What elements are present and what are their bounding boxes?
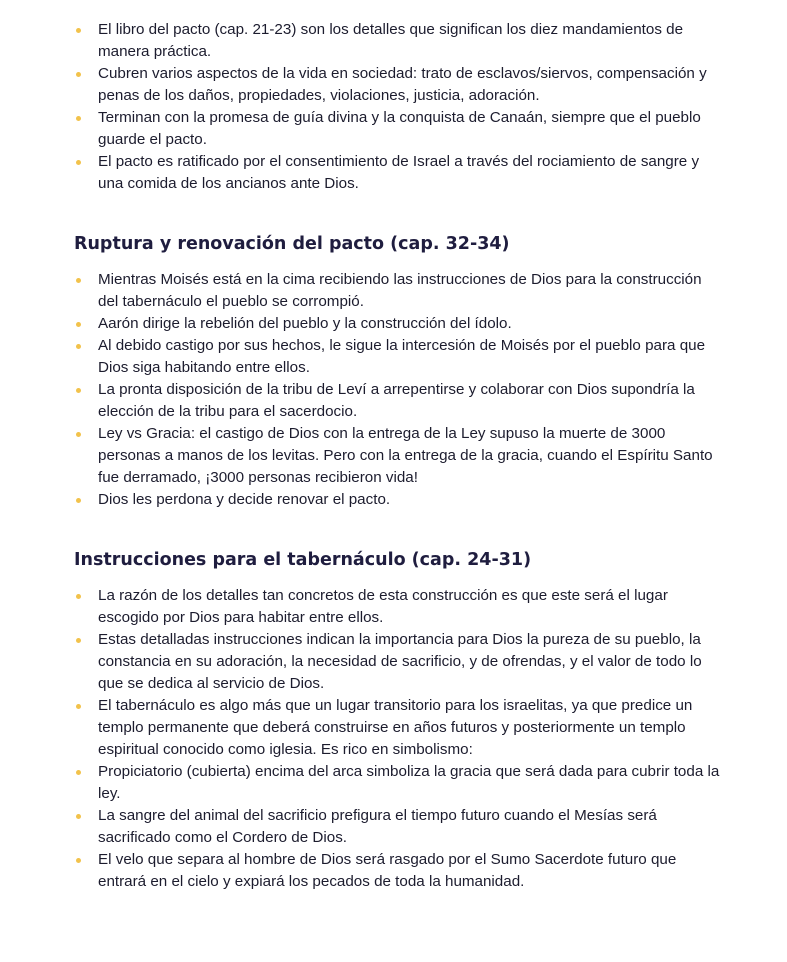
list-item: [74, 761, 724, 805]
list-item: [74, 695, 724, 761]
list-item: [74, 313, 724, 335]
list-item-text: El pacto es ratificado por el consentimiento de Israel a través del rociamiento de sangre y una comida de los ancianos ante Dios.: [98, 153, 700, 192]
list-item: [74, 489, 724, 511]
instrucciones-bullet-list: [74, 585, 724, 893]
list-item: [74, 269, 724, 313]
bullet-dot-icon: [76, 858, 81, 863]
list-item-text: Terminan con la promesa de guía divina y la conquista de Canaán, siempre que el pueblo guarde el pacto.: [98, 109, 701, 148]
bullet-dot-icon: [76, 704, 81, 709]
list-item: [74, 379, 724, 423]
bullet-dot-icon: [76, 116, 81, 121]
list-item: [74, 629, 724, 695]
list-item-text: El velo que separa al hombre de Dios será rasgado por el Sumo Sacerdote futuro que entrará en el cielo y expiará los pecados de toda la humanidad.: [98, 851, 677, 890]
bullet-dot-icon: [76, 160, 81, 165]
list-item: [74, 335, 724, 379]
list-item: [74, 423, 724, 489]
bullet-dot-icon: [76, 770, 81, 775]
section-heading-ruptura: Ruptura y renovación del pacto (cap. 32-34): [74, 234, 510, 254]
list-item: [74, 19, 724, 63]
bullet-dot-icon: [76, 278, 81, 283]
list-item-text: Dios les perdona y decide renovar el pacto.: [98, 491, 391, 508]
list-item-text: Mientras Moisés está en la cima recibiendo las instrucciones de Dios para la construcción del tabernáculo el pueblo se corrompió.: [98, 271, 702, 310]
bullet-dot-icon: [76, 814, 81, 819]
list-item-text: Propiciatorio (cubierta) encima del arca simboliza la gracia que será dada para cubrir toda la ley.: [98, 763, 720, 802]
list-item-text: El tabernáculo es algo más que un lugar transitorio para los israelitas, ya que predice un templo permanente que deberá construirse en años futuros y posteriormente un templo espiritual conocido como iglesia. Es rico en simbolismo:: [98, 697, 693, 758]
list-item-text: Aarón dirige la rebelión del pueblo y la construcción del ídolo.: [98, 315, 512, 332]
list-item-text: El libro del pacto (cap. 21-23) son los detalles que significan los diez mandamientos de manera práctica.: [98, 21, 684, 60]
bullet-dot-icon: [76, 28, 81, 33]
list-item: [74, 107, 724, 151]
bullet-dot-icon: [76, 638, 81, 643]
bullet-dot-icon: [76, 594, 81, 599]
list-item-text: Ley vs Gracia: el castigo de Dios con la entrega de la Ley supuso la muerte de 3000 personas a manos de los levitas. Pero con la entrega de la gracia, cuando el Espíritu Santo fue derramado, ¡3000 personas recibieron vida!: [98, 425, 713, 486]
intro-bullet-list: [74, 19, 724, 195]
bullet-dot-icon: [76, 72, 81, 77]
list-item-text: La razón de los detalles tan concretos de esta construcción es que este será el lugar escogido por Dios para habitar entre ellos.: [98, 587, 668, 626]
list-item-text: Estas detalladas instrucciones indican la importancia para Dios la pureza de su pueblo, la constancia en su adoración, la necesidad de sacrificio, y de ofrendas, y el valor de todo lo que se dedica al servicio de Dios.: [98, 631, 702, 692]
bullet-dot-icon: [76, 322, 81, 327]
list-item: [74, 63, 724, 107]
list-item: [74, 805, 724, 849]
list-item-text: La pronta disposición de la tribu de Leví a arrepentirse y colaborar con Dios supondría la elección de la tribu para el sacerdocio.: [98, 381, 695, 420]
bullet-dot-icon: [76, 432, 81, 437]
ruptura-bullet-list: [74, 269, 724, 511]
list-item: [74, 585, 724, 629]
bullet-dot-icon: [76, 388, 81, 393]
bullet-dot-icon: [76, 498, 81, 503]
list-item: [74, 849, 724, 893]
list-item-text: Cubren varios aspectos de la vida en sociedad: trato de esclavos/siervos, compensación y penas de los daños, propiedades, violaciones, justicia, adoración.: [98, 65, 707, 104]
section-heading-instrucciones: Instrucciones para el tabernáculo (cap. 24-31): [74, 550, 532, 570]
bullet-dot-icon: [76, 344, 81, 349]
list-item-text: Al debido castigo por sus hechos, le sigue la intercesión de Moisés por el pueblo para que Dios siga habitando entre ellos.: [98, 337, 706, 376]
list-item: [74, 151, 724, 195]
list-item-text: La sangre del animal del sacrificio prefigura el tiempo futuro cuando el Mesías será sacrificado como el Cordero de Dios.: [98, 807, 657, 846]
